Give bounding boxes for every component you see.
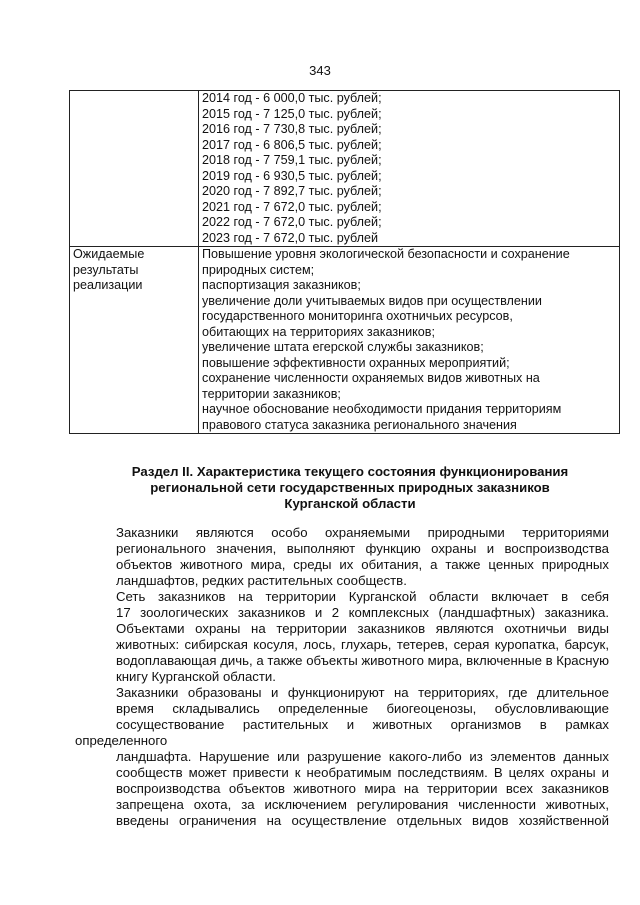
results-label-line: результаты [73,262,139,277]
results-line: территории заказников; [202,386,341,401]
section-heading-line: региональной сети государственных природных заказников [150,480,550,495]
financing-line: 2021 год - 7 672,0 тыс. рублей; [202,199,382,214]
results-line: Повышение уровня экологической безопасности и сохранение [202,247,570,261]
results-line: государственного мониторинга охотничьих ресурсов, [202,309,513,323]
financing-line: 2023 год - 7 672,0 тыс. рублей [202,230,379,245]
body-text [75,525,609,829]
financing-line: 2014 год - 6 000,0 тыс. рублей; [202,91,382,105]
paragraph-line: введены ограничения на осуществление отдельных видов хозяйственной [116,813,609,828]
financing-line: 2018 год - 7 759,1 тыс. рублей; [202,153,382,167]
paragraph-line: запрещена охота, за исключением регулирования численности животных, [116,797,609,812]
paragraph-line: книгу Курганской области. [116,669,276,684]
paragraph-line: Объектами охраны на территории заказников являются охотничьи виды [116,621,609,636]
paragraph-line: объектов животного мира, среды их обитания, а также ценных природных [116,557,609,572]
paragraph-3 [75,685,609,829]
paragraph-line: 17 зоологических заказников и 2 комплексных (ландшафтных) заказника. [116,605,609,620]
financing-line: 2019 год - 6 930,5 тыс. рублей; [202,168,382,183]
section-heading-line: Раздел II. Характеристика текущего состояния функционирования [131,464,569,479]
financing-line: 2022 год - 7 672,0 тыс. рублей; [202,215,382,229]
program-parameters-table [69,90,620,434]
paragraph-line: животных: сибирская косуля, лось, глухарь, тетерев, серая куропатка, барсук, [116,637,609,652]
results-line: увеличение доли учитываемых видов при осуществлении [202,293,542,308]
table-row-financing [70,91,620,247]
financing-line: 2016 год - 7 730,8 тыс. рублей; [202,122,382,136]
paragraph-line: водоплавающая дичь, а также объекты животного мира, включенные в Красную [116,653,609,668]
results-cell [199,247,620,434]
paragraph-1 [75,525,609,589]
paragraph-line: ландшафтов, редких растительных сообществ. [116,573,407,588]
results-label-line: Ожидаемые [73,247,145,261]
financing-line: 2020 год - 7 892,7 тыс. рублей; [202,184,382,198]
results-line: обитающих на территориях заказников; [202,324,435,339]
page-number: 343 [309,63,331,78]
section-heading-line: Курганской области [284,496,416,511]
financing-cell [199,91,620,247]
results-line: паспортизация заказников; [202,278,361,292]
financing-line: 2017 год - 6 806,5 тыс. рублей; [202,137,382,152]
section-heading [90,464,610,512]
results-label-cell [70,247,199,434]
paragraph-line: Заказники являются особо охраняемыми природными территориями [116,525,609,540]
paragraph-line: воспроизводства объектов животного мира на территории всех заказников [116,781,609,796]
table-cell-empty [70,91,199,247]
results-line: научное обоснование необходимости придания территориям [202,402,562,416]
table-row-results [70,247,620,434]
paragraph-line: Сеть заказников на территории Курганской области включает в себя [116,589,609,604]
results-label-line: реализации [73,278,143,292]
paragraph-line: сообществ может привести к необратимым последствиям. В целях охраны и [116,765,609,780]
paragraph-line: время складывались определенные биогеоценозы, обусловливающие [116,701,609,716]
paragraph-line: регионального значения, выполняют функцию охраны и воспроизводства [116,541,609,556]
results-line: правового статуса заказника регионального значения [202,417,517,432]
paragraph-line: Заказники образованы и функционируют на территориях, где длительное [116,685,609,700]
results-line: природных систем; [202,262,315,277]
paragraph-line: ландшафта. Нарушение или разрушение какого-либо из элементов данных [116,749,609,764]
financing-line: 2015 год - 7 125,0 тыс. рублей; [202,106,382,121]
paragraph-line: сосуществование растительных и животных организмов в рамках определенного [75,717,609,748]
results-line: сохранение численности охраняемых видов животных на [202,371,540,385]
results-line: увеличение штата егерской службы заказников; [202,340,484,354]
paragraph-2 [75,589,609,685]
results-line: повышение эффективности охранных мероприятий; [202,355,510,370]
